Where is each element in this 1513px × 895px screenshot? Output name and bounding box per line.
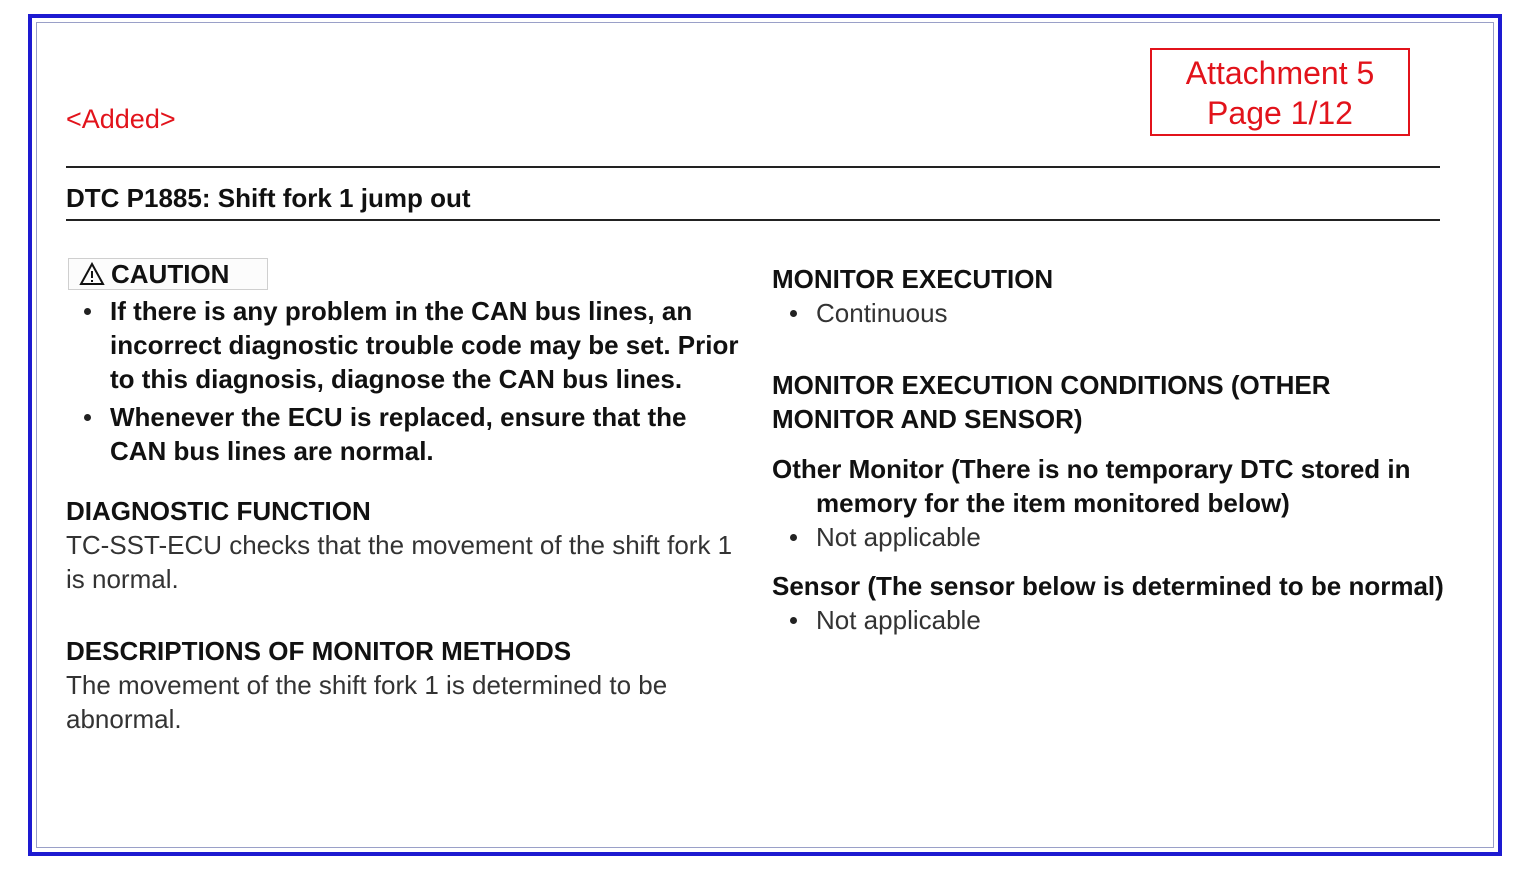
other-monitor-list (772, 520, 1452, 554)
other-monitor-item: Not applicable (772, 520, 1452, 554)
monitor-methods-text: The movement of the shift fork 1 is determined to be abnormal. (66, 670, 668, 734)
diagnostic-function-text: TC-SST-ECU checks that the movement of the shift fork 1 is normal. (66, 530, 733, 594)
warning-triangle-icon (79, 262, 105, 286)
right-column (772, 262, 1452, 637)
caution-item: Whenever the ECU is replaced, ensure that the CAN bus lines are normal. (66, 400, 746, 468)
other-monitor-heading: Other Monitor (There is no temporary DTC stored in memory for the item monitored below) (772, 454, 1411, 518)
caution-item: If there is any problem in the CAN bus lines, an incorrect diagnostic trouble code may be set. Prior to this diagnosis, diagnose the CAN bus lines. (66, 294, 746, 396)
monitor-execution-heading: MONITOR EXECUTION (772, 264, 1054, 294)
left-column (66, 294, 746, 736)
page-title: DTC P1885: Shift fork 1 jump out (66, 183, 471, 213)
monitor-execution-item: Continuous (772, 296, 1452, 330)
caution-label: CAUTION (111, 258, 230, 289)
monitor-execution-list (772, 296, 1452, 330)
attachment-page: Page 1/12 (1207, 95, 1353, 131)
sensor-heading: Sensor (The sensor below is determined to be normal) (772, 571, 1444, 601)
sensor-item: Not applicable (772, 603, 1452, 637)
monitor-conditions-heading: MONITOR EXECUTION CONDITIONS (OTHER MONITOR AND SENSOR) (772, 370, 1331, 434)
title-rule (66, 219, 1440, 221)
caution-box (68, 258, 268, 290)
sensor-list (772, 603, 1452, 637)
caution-list (66, 294, 746, 468)
monitor-methods-heading: DESCRIPTIONS OF MONITOR METHODS (66, 636, 572, 666)
attachment-stamp (1150, 48, 1410, 136)
attachment-number: Attachment 5 (1185, 55, 1375, 91)
added-label: <Added> (66, 104, 176, 134)
diagnostic-function-heading: DIAGNOSTIC FUNCTION (66, 496, 371, 526)
top-rule (66, 166, 1440, 168)
